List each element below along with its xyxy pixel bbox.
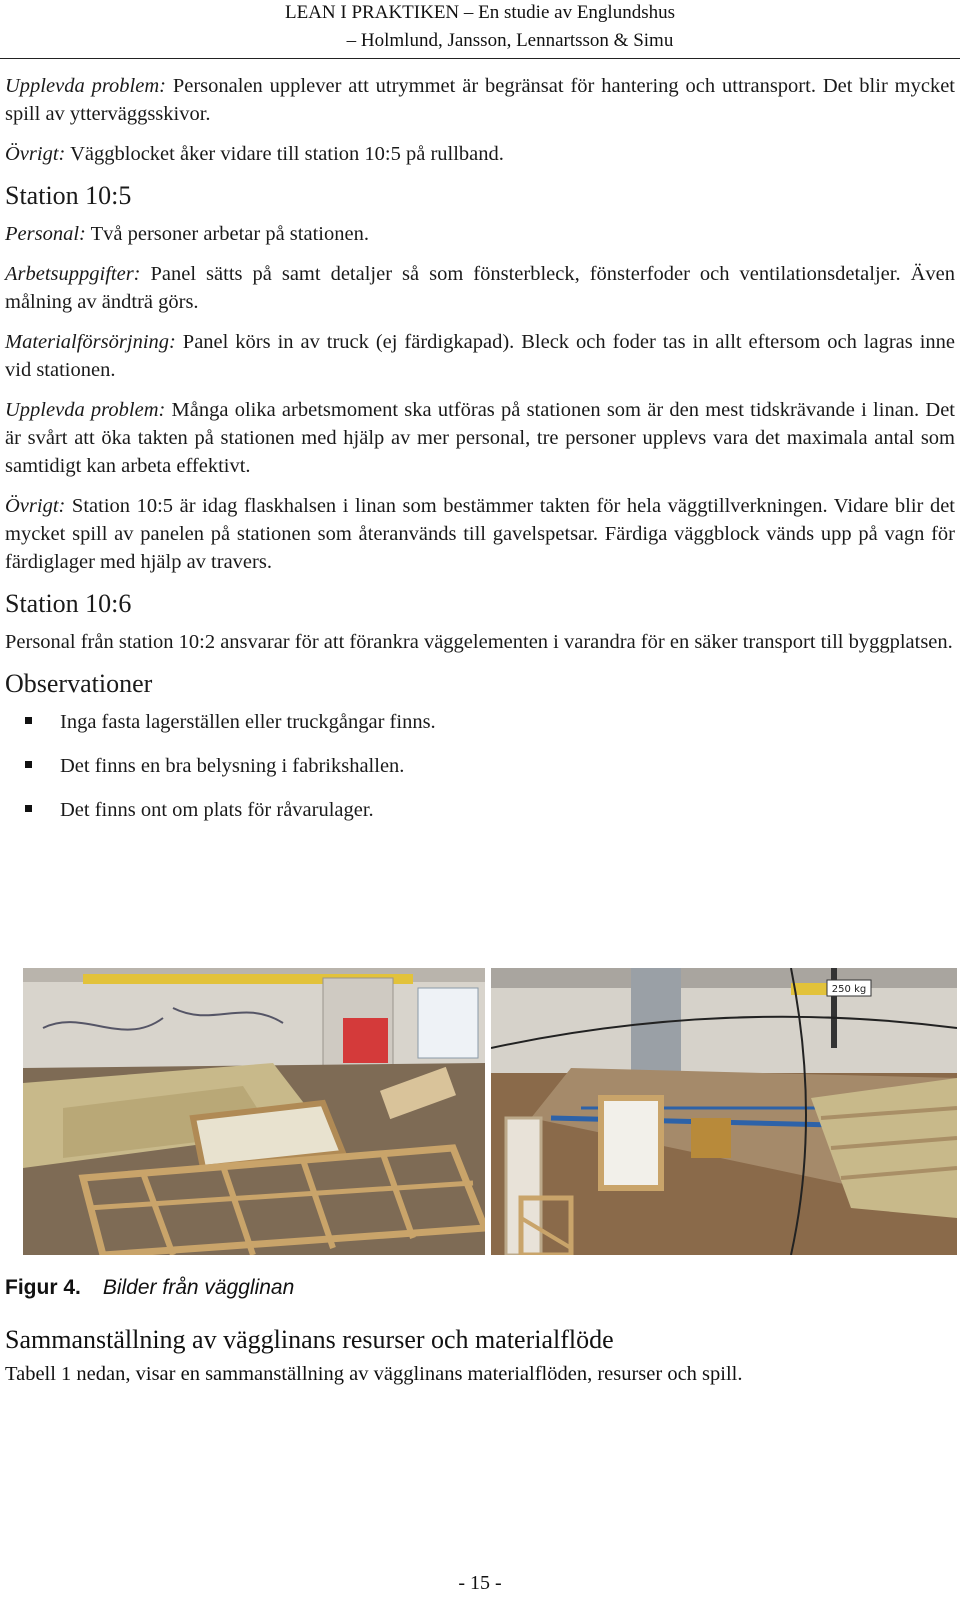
observations-list: [5, 708, 955, 824]
summary-section: [5, 1324, 955, 1388]
station-10-6-heading: Station 10:6: [5, 589, 132, 618]
intro-problem-paragraph: Upplevda problem: Personalen upplever att utrymmet är begränsat för hantering och uttransport. Det blir mycket spill av ytterväggsskivor.: [5, 75, 955, 125]
observations-heading: Observationer: [5, 669, 153, 698]
page-header: [0, 0, 960, 59]
bullet-icon: [25, 717, 32, 724]
station-10-5-tasks: Arbetsuppgifter: Panel sätts på samt detaljer så som fönsterbleck, fönsterfoder och ventilationsdetaljer. Även målning av ändträ görs.: [5, 263, 955, 313]
summary-text: Tabell 1 nedan, visar en sammanställning av vägglinans materialflöden, resurser och spill.: [5, 1363, 743, 1385]
station-10-5-material: Materialförsörjning: Panel körs in av truck (ej färdigkapad). Bleck och foder tas in allt eftersom och lagras inne vid stationen.: [5, 331, 955, 381]
photo-wall-line-right: [491, 968, 957, 1255]
crane-capacity-label: 250 kg: [831, 984, 867, 995]
station-10-5-personal: Personal: Två personer arbetar på stationen.: [5, 223, 369, 245]
photo-wall-line-left: [23, 968, 485, 1255]
station-10-5-other: Övrigt: Station 10:5 är idag flaskhalsen i linan som bestämmer takten för hela väggtillverkningen. Vidare blir det mycket spill av panelen på stationen som återanvänds till gavelspetsar. Färdiga väggblock vänds upp på vagn för färdiglager med hjälp av travers.: [5, 495, 955, 573]
list-item: Inga fasta lagerställen eller truckgångar finns.: [5, 708, 955, 736]
list-item: Det finns ont om plats för råvarulager.: [5, 796, 955, 824]
page-number: - 15 -: [458, 1572, 502, 1594]
station-10-5-problem: Upplevda problem: Många olika arbetsmoment ska utföras på stationen som är den mest tidskrävande i linan. Det är svårt att öka takten på stationen med hjälp av mer personal, tre personer upplevs vara det maximala antal som samtidigt kan arbeta effektivt.: [5, 399, 955, 477]
figure-number: Figur 4.: [5, 1276, 81, 1299]
main-content: [5, 72, 955, 840]
header-title: LEAN I PRAKTIKEN – En studie av Englundshus: [285, 2, 675, 23]
intro-other-paragraph: Övrigt: Väggblocket åker vidare till station 10:5 på rullband.: [5, 143, 504, 165]
station-10-5-heading: Station 10:5: [5, 181, 132, 210]
bullet-icon: [25, 761, 32, 768]
station-10-6-text: Personal från station 10:2 ansvarar för att förankra väggelementen i varandra för en säker transport till byggplatsen.: [5, 631, 953, 653]
header-authors: – Holmlund, Jansson, Lennartsson & Simu: [346, 30, 674, 51]
figure-caption: [5, 1276, 294, 1300]
summary-heading: Sammanställning av vägglinans resurser och materialflöde: [5, 1325, 614, 1354]
figure-caption-text: Bilder från vägglinan: [102, 1276, 295, 1299]
list-item: Det finns en bra belysning i fabrikshallen.: [5, 752, 955, 780]
figure-photos: [23, 968, 957, 1255]
bullet-icon: [25, 805, 32, 812]
